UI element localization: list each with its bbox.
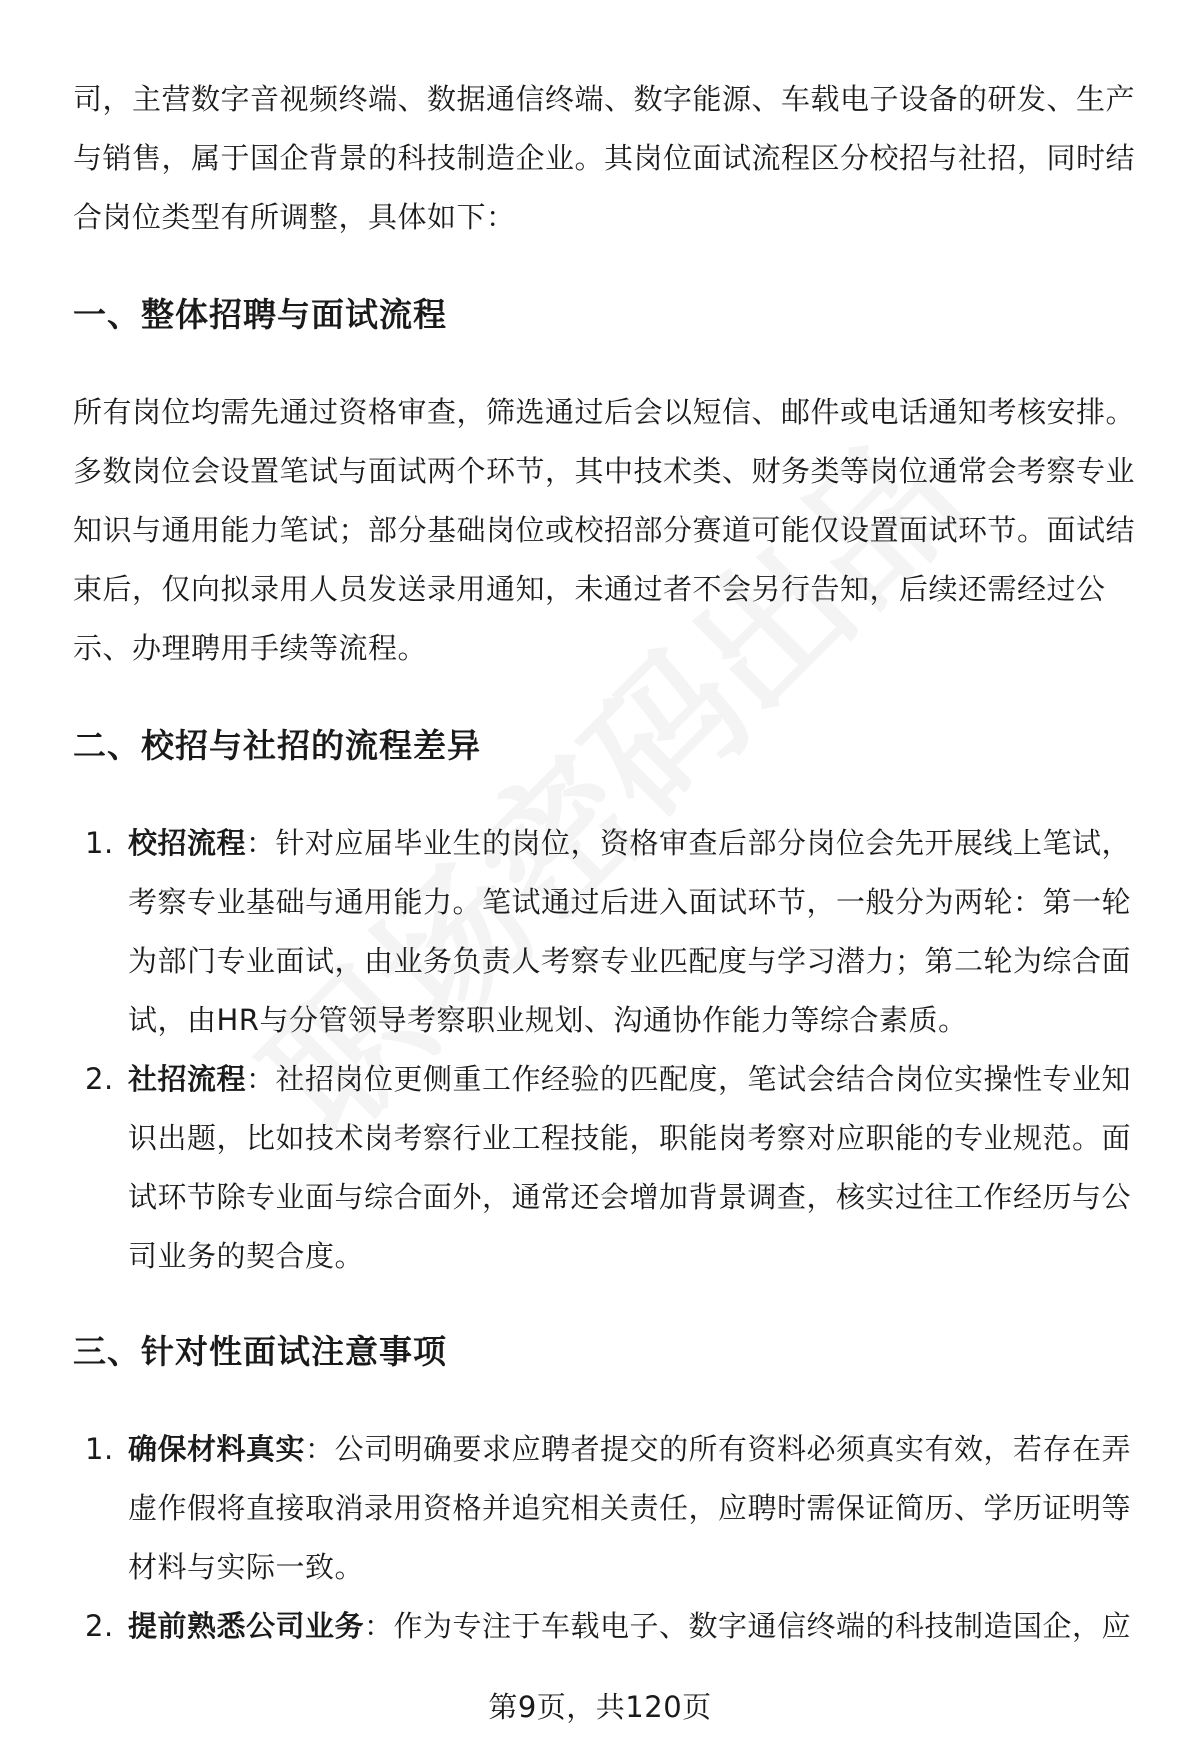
list-item-text: ：作为专注于车载电子、数字通信终端的科技制造国企，应 [364, 1609, 1132, 1643]
list-number: 1. [85, 1432, 114, 1466]
list-item-label: 提前熟悉公司业务 [128, 1609, 365, 1643]
intro-paragraph: 司，主营数字音视频终端、数据通信终端、数字能源、车载电子设备的研发、生产与销售，属于国企背景的科技制造企业。其岗位面试流程区分校招与社招，同时结合岗位类型有所调整，具体如下： [73, 82, 1136, 234]
section-2-heading: 二、校招与社招的流程差异 [73, 726, 481, 765]
list-item [73, 1050, 1148, 1286]
section-1-heading: 一、整体招聘与面试流程 [73, 295, 447, 334]
section-2-list [73, 814, 1148, 1286]
list-number: 1. [85, 826, 114, 860]
section-3-list [73, 1420, 1148, 1656]
list-item-text: ：公司明确要求应聘者提交的所有资料必须真实有效，若存在弄虚作假将直接取消录用资格并追究相关责任，应聘时需保证简历、学历证明等材料与实际一致。 [128, 1432, 1132, 1584]
list-item-label: 校招流程 [128, 826, 247, 860]
list-number: 2. [85, 1609, 114, 1643]
list-item [73, 814, 1148, 1050]
list-item [73, 1420, 1148, 1597]
document-body [73, 70, 1148, 1656]
list-number: 2. [85, 1062, 114, 1096]
page-footer: 第9页，共120页 [488, 1690, 712, 1724]
list-item-label: 确保材料真实 [128, 1432, 306, 1466]
list-item-text: ：针对应届毕业生的岗位，资格审查后部分岗位会先开展线上笔试，考察专业基础与通用能力。笔试通过后进入面试环节，一般分为两轮：第一轮为部门专业面试，由业务负责人考察专业匹配度与学习潜力；第二轮为综合面试，由HR与分管领导考察职业规划、沟通协作能力等综合素质。 [128, 826, 1132, 1037]
list-item-text: ：社招岗位更侧重工作经验的匹配度，笔试会结合岗位实操性专业知识出题，比如技术岗考察行业工程技能，职能岗考察对应职能的专业规范。面试环节除专业面与综合面外，通常还会增加背景调查，核实过往工作经历与公司业务的契合度。 [128, 1062, 1132, 1273]
list-item-label: 社招流程 [128, 1062, 247, 1096]
section-3-heading: 三、针对性面试注意事项 [73, 1332, 447, 1371]
list-item [73, 1597, 1148, 1656]
section-1-paragraph: 所有岗位均需先通过资格审查，筛选通过后会以短信、邮件或电话通知考核安排。多数岗位会设置笔试与面试两个环节，其中技术类、财务类等岗位通常会考察专业知识与通用能力笔试；部分基础岗位或校招部分赛道可能仅设置面试环节。面试结束后，仅向拟录用人员发送录用通知，未通过者不会另行告知，后续还需经过公示、办理聘用手续等流程。 [73, 395, 1136, 665]
